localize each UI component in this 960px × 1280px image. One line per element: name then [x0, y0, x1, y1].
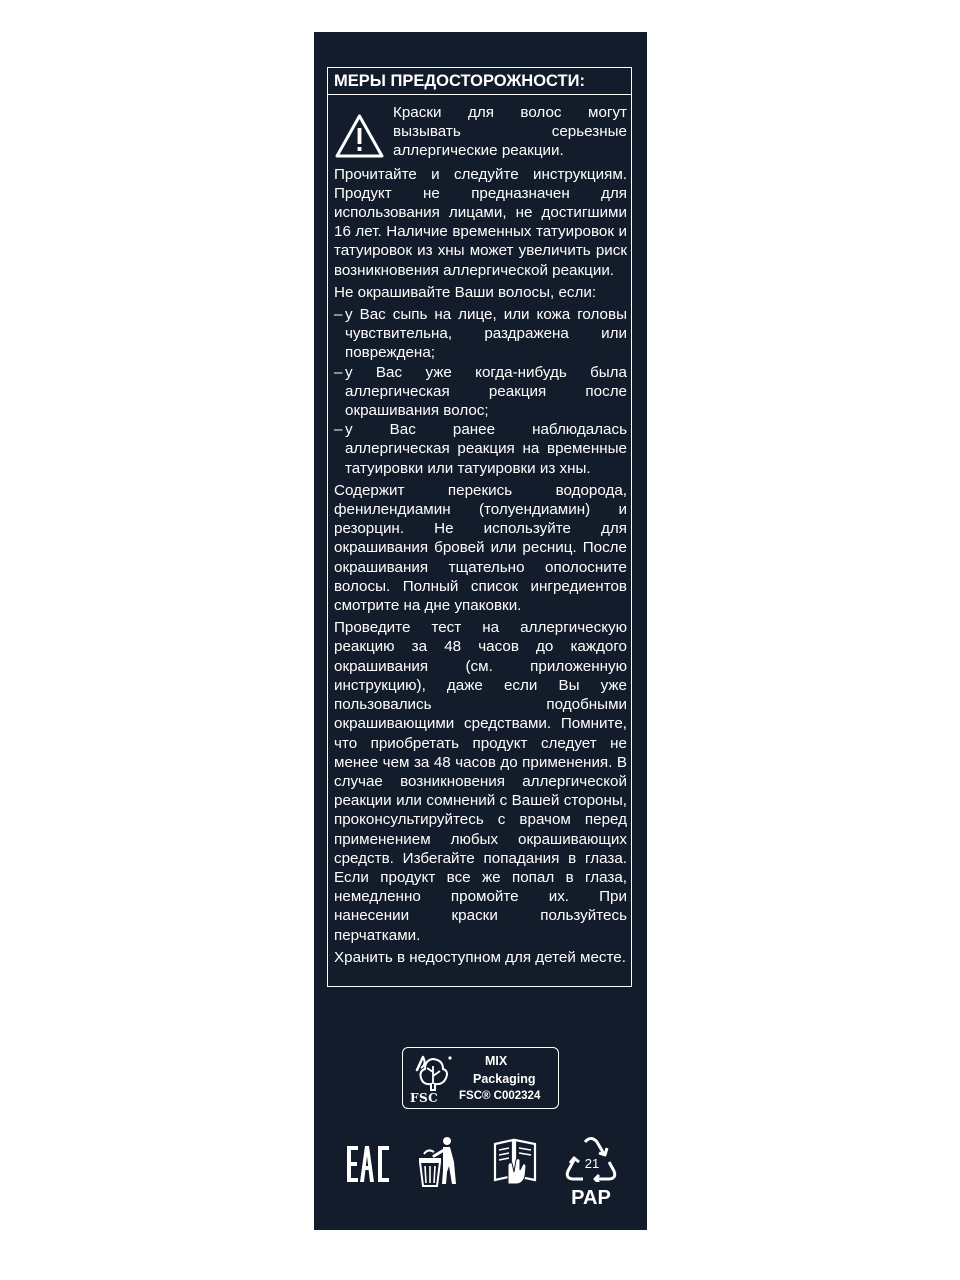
package-panel: [314, 32, 647, 1230]
symbols-row: [314, 1132, 647, 1212]
recycle-number: 21: [584, 1156, 600, 1171]
recycle-bin-icon: [416, 1136, 462, 1188]
instructions-book-icon: [492, 1136, 538, 1186]
precautions-text: [334, 103, 627, 970]
fsc-mix-label: MIX: [485, 1054, 508, 1068]
fsc-badge: [402, 1047, 559, 1109]
allergy-test-paragraph: Проведите тест на аллергическую реакцию за 48 часов до каждого окрашивания (см. приложенную инструкцию), даже если Вы уже пользовались подобными окрашивающими средствами. Помните, что приобретать продукт следует не менее чем за 48 часов до применения. В случае возникновения аллергической реакции или сомнений с Вашей стороны, проконсультируйтесь с врачом перед применением любых окрашивающих средств. Избегайте попадания в глаза. Если продукт все же попал в глаза, немедленно промойте их. При нанесении краски пользуйтесь перчатками.: [334, 619, 627, 944]
precautions-box: [327, 67, 632, 987]
do-not-dye-heading: Не окрашивайте Ваши волосы, если:: [334, 283, 597, 301]
instructions-paragraph: Прочитайте и следуйте инструкциям. Продукт не предназначен для использования лицами, не достигшими 16 лет. Наличие временных татуировок и татуировок из хны может увеличить риск возникновения аллергической реакции.: [334, 165, 627, 279]
ingredients-paragraph: Содержит перекись водорода, фенилендиамин (толуендиамин) и резорцин. Не используйте для окрашивания бровей или ресниц. После окрашивания тщательно ополосните волосы. Полный список ингредиентов смотрите на дне упаковки.: [334, 481, 627, 615]
list-item: – у Вас уже когда-нибудь была аллергическая реакция после окрашивания волос;: [334, 363, 627, 420]
conditions-list: [334, 305, 627, 478]
eac-icon: [346, 1144, 390, 1184]
storage-paragraph: Хранить в недоступном для детей месте.: [334, 948, 626, 966]
precautions-title: МЕРЫ ПРЕДОСТОРОЖНОСТИ:: [328, 68, 631, 95]
recycle-label: PAP: [571, 1187, 611, 1209]
allergy-warning-paragraph: Краски для волос могут вызывать серьезные аллергические реакции.: [393, 104, 627, 160]
list-item: – у Вас сыпь на лице, или кожа головы чувствительна, раздражена или повреждена;: [334, 306, 627, 362]
fsc-license-code: FSC® C002324: [459, 1090, 541, 1102]
list-item: – у Вас ранее наблюдалась аллергическая реакция на временные татуировки или татуировки из хны.: [334, 421, 627, 477]
fsc-logo-label: FSC: [410, 1091, 439, 1105]
fsc-tree-icon: [413, 1054, 453, 1092]
fsc-packaging-label: Packaging: [473, 1072, 536, 1086]
